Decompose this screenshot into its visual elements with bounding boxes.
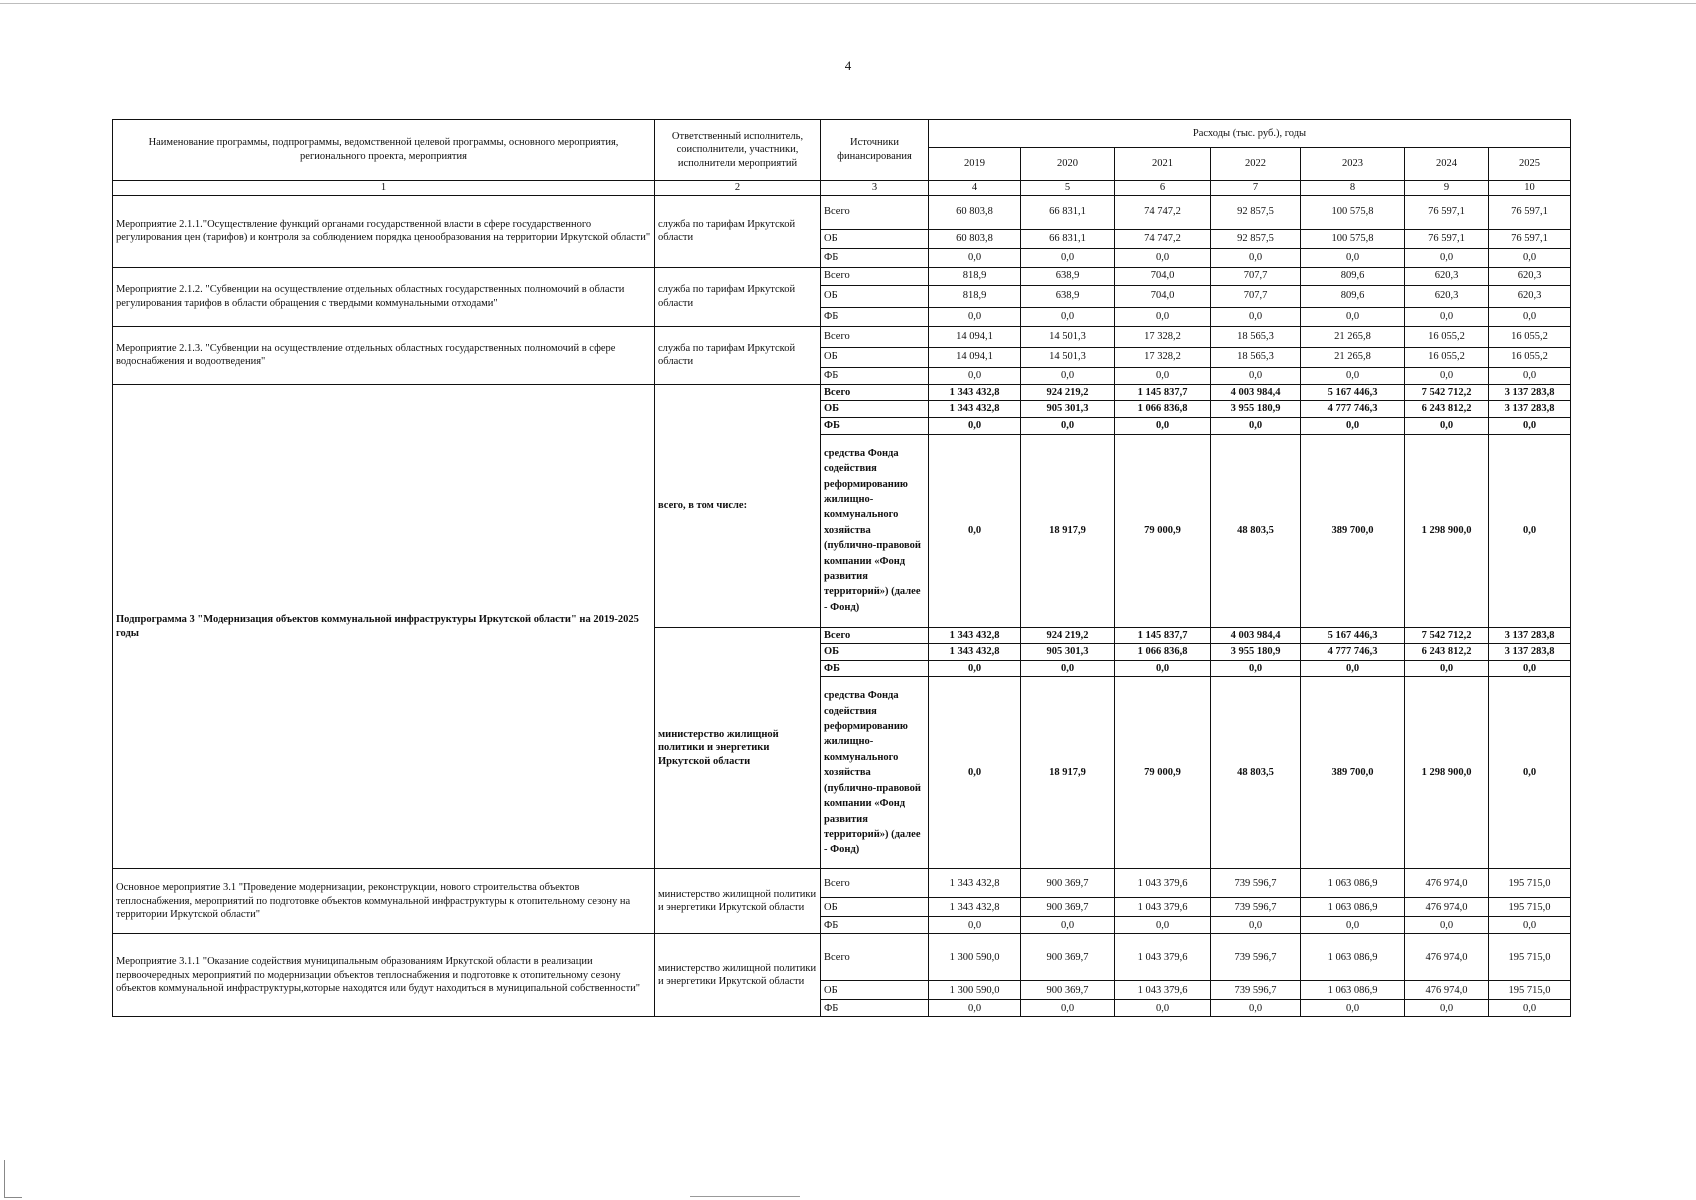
- value-cell: 0,0: [1489, 434, 1571, 627]
- value-cell: 1 300 590,0: [929, 934, 1021, 981]
- value-cell: 0,0: [1489, 307, 1571, 326]
- value-cell: 3 137 283,8: [1489, 384, 1571, 401]
- source-cell: Всего: [821, 627, 929, 644]
- value-cell: 620,3: [1489, 267, 1571, 285]
- value-cell: 739 596,7: [1211, 898, 1301, 917]
- value-cell: 6 243 812,2: [1405, 644, 1489, 661]
- value-cell: 900 369,7: [1021, 898, 1115, 917]
- page-number: 4: [844, 58, 852, 73]
- value-cell: 3 137 283,8: [1489, 401, 1571, 418]
- value-cell: 74 747,2: [1115, 229, 1211, 248]
- value-cell: 0,0: [1489, 248, 1571, 267]
- value-cell: 14 501,3: [1021, 326, 1115, 347]
- header-year: 2023: [1301, 148, 1405, 181]
- value-cell: 4 777 746,3: [1301, 401, 1405, 418]
- value-cell: 60 803,8: [929, 195, 1021, 229]
- value-cell: 195 715,0: [1489, 898, 1571, 917]
- executor-cell: служба по тарифам Иркутской области: [655, 267, 821, 326]
- value-cell: 4 777 746,3: [1301, 644, 1405, 661]
- value-cell: 389 700,0: [1301, 677, 1405, 869]
- value-cell: 0,0: [1115, 1000, 1211, 1017]
- value-cell: 0,0: [1405, 367, 1489, 384]
- source-cell: ФБ: [821, 1000, 929, 1017]
- value-cell: 6 243 812,2: [1405, 401, 1489, 418]
- value-cell: 0,0: [929, 660, 1021, 677]
- value-cell: 5 167 446,3: [1301, 627, 1405, 644]
- value-cell: 0,0: [1115, 367, 1211, 384]
- column-index: 6: [1115, 181, 1211, 196]
- value-cell: 16 055,2: [1489, 326, 1571, 347]
- source-cell: ОБ: [821, 401, 929, 418]
- value-cell: 476 974,0: [1405, 869, 1489, 898]
- header-year: 2021: [1115, 148, 1211, 181]
- column-index: 1: [113, 181, 655, 196]
- column-index: 2: [655, 181, 821, 196]
- value-cell: 1 145 837,7: [1115, 384, 1211, 401]
- value-cell: 18 565,3: [1211, 326, 1301, 347]
- value-cell: 17 328,2: [1115, 326, 1211, 347]
- column-index: 5: [1021, 181, 1115, 196]
- value-cell: 900 369,7: [1021, 869, 1115, 898]
- source-cell: средства Фонда содействия реформированию жилищно-коммунального хозяйства (публично-правовой компании «Фонд развития территорий») (далее - Фонд): [821, 434, 929, 627]
- value-cell: 1 066 836,8: [1115, 401, 1211, 418]
- value-cell: 66 831,1: [1021, 195, 1115, 229]
- column-index-row: [113, 181, 1571, 196]
- value-cell: 707,7: [1211, 285, 1301, 307]
- header-source: Источники финансирования: [821, 120, 929, 181]
- column-index: 7: [1211, 181, 1301, 196]
- value-cell: 3 137 283,8: [1489, 627, 1571, 644]
- value-cell: 0,0: [1489, 917, 1571, 934]
- source-cell: ОБ: [821, 898, 929, 917]
- value-cell: 1 300 590,0: [929, 981, 1021, 1000]
- value-cell: 924 219,2: [1021, 384, 1115, 401]
- value-cell: 0,0: [1211, 917, 1301, 934]
- value-cell: 1 043 379,6: [1115, 898, 1211, 917]
- source-cell: Всего: [821, 326, 929, 347]
- value-cell: 0,0: [1021, 917, 1115, 934]
- value-cell: 92 857,5: [1211, 195, 1301, 229]
- value-cell: 0,0: [1021, 248, 1115, 267]
- value-cell: 809,6: [1301, 267, 1405, 285]
- source-cell: ФБ: [821, 307, 929, 326]
- header-executor: Ответственный исполнитель, соисполнители, участники, исполнители мероприятий: [655, 120, 821, 181]
- executor-cell: служба по тарифам Иркутской области: [655, 195, 821, 267]
- value-cell: 16 055,2: [1489, 347, 1571, 367]
- value-cell: 7 542 712,2: [1405, 384, 1489, 401]
- table-row: [113, 326, 1571, 347]
- scan-corner-mark: [4, 1197, 22, 1198]
- value-cell: 620,3: [1489, 285, 1571, 307]
- source-cell: ОБ: [821, 347, 929, 367]
- value-cell: 0,0: [1211, 1000, 1301, 1017]
- value-cell: 1 343 432,8: [929, 384, 1021, 401]
- value-cell: 21 265,8: [1301, 347, 1405, 367]
- value-cell: 905 301,3: [1021, 401, 1115, 418]
- table-row: [113, 384, 1571, 401]
- value-cell: 0,0: [929, 248, 1021, 267]
- value-cell: 1 043 379,6: [1115, 869, 1211, 898]
- value-cell: 739 596,7: [1211, 934, 1301, 981]
- value-cell: 0,0: [1301, 307, 1405, 326]
- value-cell: 704,0: [1115, 285, 1211, 307]
- value-cell: 21 265,8: [1301, 326, 1405, 347]
- value-cell: 0,0: [1115, 660, 1211, 677]
- value-cell: 0,0: [1405, 307, 1489, 326]
- value-cell: 0,0: [1489, 660, 1571, 677]
- value-cell: 7 542 712,2: [1405, 627, 1489, 644]
- value-cell: 818,9: [929, 285, 1021, 307]
- value-cell: 1 063 086,9: [1301, 981, 1405, 1000]
- value-cell: 389 700,0: [1301, 434, 1405, 627]
- value-cell: 3 137 283,8: [1489, 644, 1571, 661]
- value-cell: 4 003 984,4: [1211, 627, 1301, 644]
- value-cell: 900 369,7: [1021, 934, 1115, 981]
- source-cell: ФБ: [821, 248, 929, 267]
- value-cell: 0,0: [1405, 417, 1489, 434]
- source-cell: ФБ: [821, 660, 929, 677]
- value-cell: 0,0: [1211, 660, 1301, 677]
- value-cell: 1 343 432,8: [929, 627, 1021, 644]
- budget-table: [112, 119, 1571, 1017]
- value-cell: 0,0: [1301, 1000, 1405, 1017]
- scan-bottom-dash: [690, 1196, 800, 1197]
- executor-cell: министерство жилищной политики и энергетики Иркутской области: [655, 627, 821, 869]
- source-cell: Всего: [821, 384, 929, 401]
- value-cell: 79 000,9: [1115, 677, 1211, 869]
- value-cell: 1 145 837,7: [1115, 627, 1211, 644]
- value-cell: 48 803,5: [1211, 434, 1301, 627]
- value-cell: 0,0: [1021, 367, 1115, 384]
- value-cell: 18 917,9: [1021, 434, 1115, 627]
- program-name-cell: Мероприятие 2.1.3. "Субвенции на осуществление отдельных областных государственных полномочий в сфере водоснабжения и водоотведения": [113, 326, 655, 384]
- program-name-cell: Мероприятие 2.1.2. "Субвенции на осуществление отдельных областных государственных полномочий в области регулирования тарифов в области обращения с твердыми коммунальными отходами": [113, 267, 655, 326]
- value-cell: 76 597,1: [1405, 195, 1489, 229]
- value-cell: 1 063 086,9: [1301, 869, 1405, 898]
- value-cell: 0,0: [1211, 307, 1301, 326]
- column-index: 10: [1489, 181, 1571, 196]
- executor-cell: министерство жилищной политики и энергетики Иркутской области: [655, 934, 821, 1017]
- value-cell: 16 055,2: [1405, 326, 1489, 347]
- value-cell: 0,0: [1021, 417, 1115, 434]
- value-cell: 1 063 086,9: [1301, 898, 1405, 917]
- value-cell: 707,7: [1211, 267, 1301, 285]
- executor-cell: министерство жилищной политики и энергетики Иркутской области: [655, 869, 821, 934]
- source-cell: Всего: [821, 934, 929, 981]
- value-cell: 1 298 900,0: [1405, 677, 1489, 869]
- value-cell: 0,0: [1301, 367, 1405, 384]
- value-cell: 1 043 379,6: [1115, 981, 1211, 1000]
- executor-cell: служба по тарифам Иркутской области: [655, 326, 821, 384]
- value-cell: 76 597,1: [1489, 229, 1571, 248]
- value-cell: 0,0: [1211, 248, 1301, 267]
- header-year: 2024: [1405, 148, 1489, 181]
- value-cell: 18 917,9: [1021, 677, 1115, 869]
- value-cell: 704,0: [1115, 267, 1211, 285]
- value-cell: 476 974,0: [1405, 898, 1489, 917]
- value-cell: 74 747,2: [1115, 195, 1211, 229]
- program-name-cell: Подпрограмма 3 "Модернизация объектов коммунальной инфраструктуры Иркутской области" на 2019-2025 годы: [113, 384, 655, 869]
- value-cell: 924 219,2: [1021, 627, 1115, 644]
- value-cell: 60 803,8: [929, 229, 1021, 248]
- value-cell: 0,0: [1489, 417, 1571, 434]
- value-cell: 0,0: [1405, 660, 1489, 677]
- source-cell: ФБ: [821, 367, 929, 384]
- value-cell: 0,0: [1405, 1000, 1489, 1017]
- source-cell: ФБ: [821, 417, 929, 434]
- header-name: Наименование программы, подпрограммы, ведомственной целевой программы, основного мероприятия, регионального проекта, мероприятия: [113, 120, 655, 181]
- value-cell: 0,0: [1405, 917, 1489, 934]
- value-cell: 638,9: [1021, 285, 1115, 307]
- header-year: 2020: [1021, 148, 1115, 181]
- value-cell: 76 597,1: [1489, 195, 1571, 229]
- value-cell: 0,0: [1211, 417, 1301, 434]
- scan-top-rule: [0, 3, 1696, 4]
- source-cell: Всего: [821, 869, 929, 898]
- value-cell: 1 343 432,8: [929, 644, 1021, 661]
- header-year: 2025: [1489, 148, 1571, 181]
- value-cell: 0,0: [1115, 417, 1211, 434]
- value-cell: 0,0: [1115, 917, 1211, 934]
- value-cell: 0,0: [929, 367, 1021, 384]
- value-cell: 14 094,1: [929, 326, 1021, 347]
- value-cell: 0,0: [1301, 248, 1405, 267]
- source-cell: Всего: [821, 195, 929, 229]
- value-cell: 1 343 432,8: [929, 401, 1021, 418]
- value-cell: 3 955 180,9: [1211, 644, 1301, 661]
- value-cell: 100 575,8: [1301, 229, 1405, 248]
- column-index: 4: [929, 181, 1021, 196]
- table-row: [113, 267, 1571, 285]
- program-name-cell: Основное мероприятие 3.1 "Проведение модернизации, реконструкции, нового строительства объектов теплоснабжения, мероприятий по подготовке объектов коммунальной инфраструктуры к отопительному сезону на территории Иркутской области": [113, 869, 655, 934]
- value-cell: 16 055,2: [1405, 347, 1489, 367]
- value-cell: 0,0: [1021, 660, 1115, 677]
- value-cell: 100 575,8: [1301, 195, 1405, 229]
- table-row: [113, 195, 1571, 229]
- table-row: [113, 934, 1571, 981]
- value-cell: 195 715,0: [1489, 934, 1571, 981]
- value-cell: 66 831,1: [1021, 229, 1115, 248]
- value-cell: 195 715,0: [1489, 869, 1571, 898]
- value-cell: 48 803,5: [1211, 677, 1301, 869]
- value-cell: 195 715,0: [1489, 981, 1571, 1000]
- value-cell: 1 063 086,9: [1301, 934, 1405, 981]
- value-cell: 0,0: [1021, 307, 1115, 326]
- header-year: 2019: [929, 148, 1021, 181]
- value-cell: 0,0: [1021, 1000, 1115, 1017]
- value-cell: 0,0: [929, 1000, 1021, 1017]
- value-cell: 0,0: [929, 417, 1021, 434]
- value-cell: 0,0: [1489, 1000, 1571, 1017]
- value-cell: 1 298 900,0: [1405, 434, 1489, 627]
- value-cell: 0,0: [929, 434, 1021, 627]
- value-cell: 0,0: [1301, 417, 1405, 434]
- source-cell: ОБ: [821, 229, 929, 248]
- header-year: 2022: [1211, 148, 1301, 181]
- value-cell: 0,0: [1115, 248, 1211, 267]
- source-cell: ОБ: [821, 981, 929, 1000]
- value-cell: 476 974,0: [1405, 934, 1489, 981]
- budget-body: [113, 181, 1571, 1017]
- scan-corner-mark: [4, 1160, 5, 1198]
- value-cell: 17 328,2: [1115, 347, 1211, 367]
- value-cell: 809,6: [1301, 285, 1405, 307]
- source-cell: ОБ: [821, 285, 929, 307]
- source-cell: средства Фонда содействия реформированию жилищно-коммунального хозяйства (публично-правовой компании «Фонд развития территорий») (далее - Фонд): [821, 677, 929, 869]
- executor-cell: всего, в том числе:: [655, 384, 821, 627]
- value-cell: 0,0: [1489, 677, 1571, 869]
- column-index: 8: [1301, 181, 1405, 196]
- value-cell: 0,0: [1489, 367, 1571, 384]
- value-cell: 76 597,1: [1405, 229, 1489, 248]
- program-name-cell: Мероприятие 2.1.1."Осуществление функций органами государственной власти в сфере государственного регулирования цен (тарифов) и контроля за соблюдением порядка ценообразования на территории Иркутской области": [113, 195, 655, 267]
- value-cell: 14 501,3: [1021, 347, 1115, 367]
- value-cell: 0,0: [1211, 367, 1301, 384]
- column-index: 3: [821, 181, 929, 196]
- source-cell: ФБ: [821, 917, 929, 934]
- value-cell: 620,3: [1405, 267, 1489, 285]
- value-cell: 1 343 432,8: [929, 869, 1021, 898]
- table-row: [113, 869, 1571, 898]
- value-cell: 18 565,3: [1211, 347, 1301, 367]
- value-cell: 14 094,1: [929, 347, 1021, 367]
- value-cell: 620,3: [1405, 285, 1489, 307]
- value-cell: 905 301,3: [1021, 644, 1115, 661]
- value-cell: 4 003 984,4: [1211, 384, 1301, 401]
- value-cell: 0,0: [1115, 307, 1211, 326]
- value-cell: 79 000,9: [1115, 434, 1211, 627]
- program-name-cell: Мероприятие 3.1.1 "Оказание содействия муниципальным образованиям Иркутской области в реализации первоочередных мероприятий по модернизации объектов теплоснабжения и подготовке к отопительному сезону объектов коммунальной инфраструктуры,которые находятся или будут находиться в муниципальной собственности": [113, 934, 655, 1017]
- source-cell: ОБ: [821, 644, 929, 661]
- value-cell: 0,0: [929, 917, 1021, 934]
- value-cell: 5 167 446,3: [1301, 384, 1405, 401]
- header-expenses: Расходы (тыс. руб.), годы: [929, 120, 1571, 148]
- value-cell: 3 955 180,9: [1211, 401, 1301, 418]
- value-cell: 638,9: [1021, 267, 1115, 285]
- value-cell: 92 857,5: [1211, 229, 1301, 248]
- value-cell: 1 343 432,8: [929, 898, 1021, 917]
- value-cell: 739 596,7: [1211, 981, 1301, 1000]
- value-cell: 0,0: [1301, 660, 1405, 677]
- value-cell: 1 066 836,8: [1115, 644, 1211, 661]
- value-cell: 1 043 379,6: [1115, 934, 1211, 981]
- value-cell: 818,9: [929, 267, 1021, 285]
- value-cell: 0,0: [929, 307, 1021, 326]
- value-cell: 0,0: [1405, 248, 1489, 267]
- source-cell: Всего: [821, 267, 929, 285]
- value-cell: 0,0: [1301, 917, 1405, 934]
- value-cell: 900 369,7: [1021, 981, 1115, 1000]
- column-index: 9: [1405, 181, 1489, 196]
- value-cell: 476 974,0: [1405, 981, 1489, 1000]
- value-cell: 0,0: [929, 677, 1021, 869]
- value-cell: 739 596,7: [1211, 869, 1301, 898]
